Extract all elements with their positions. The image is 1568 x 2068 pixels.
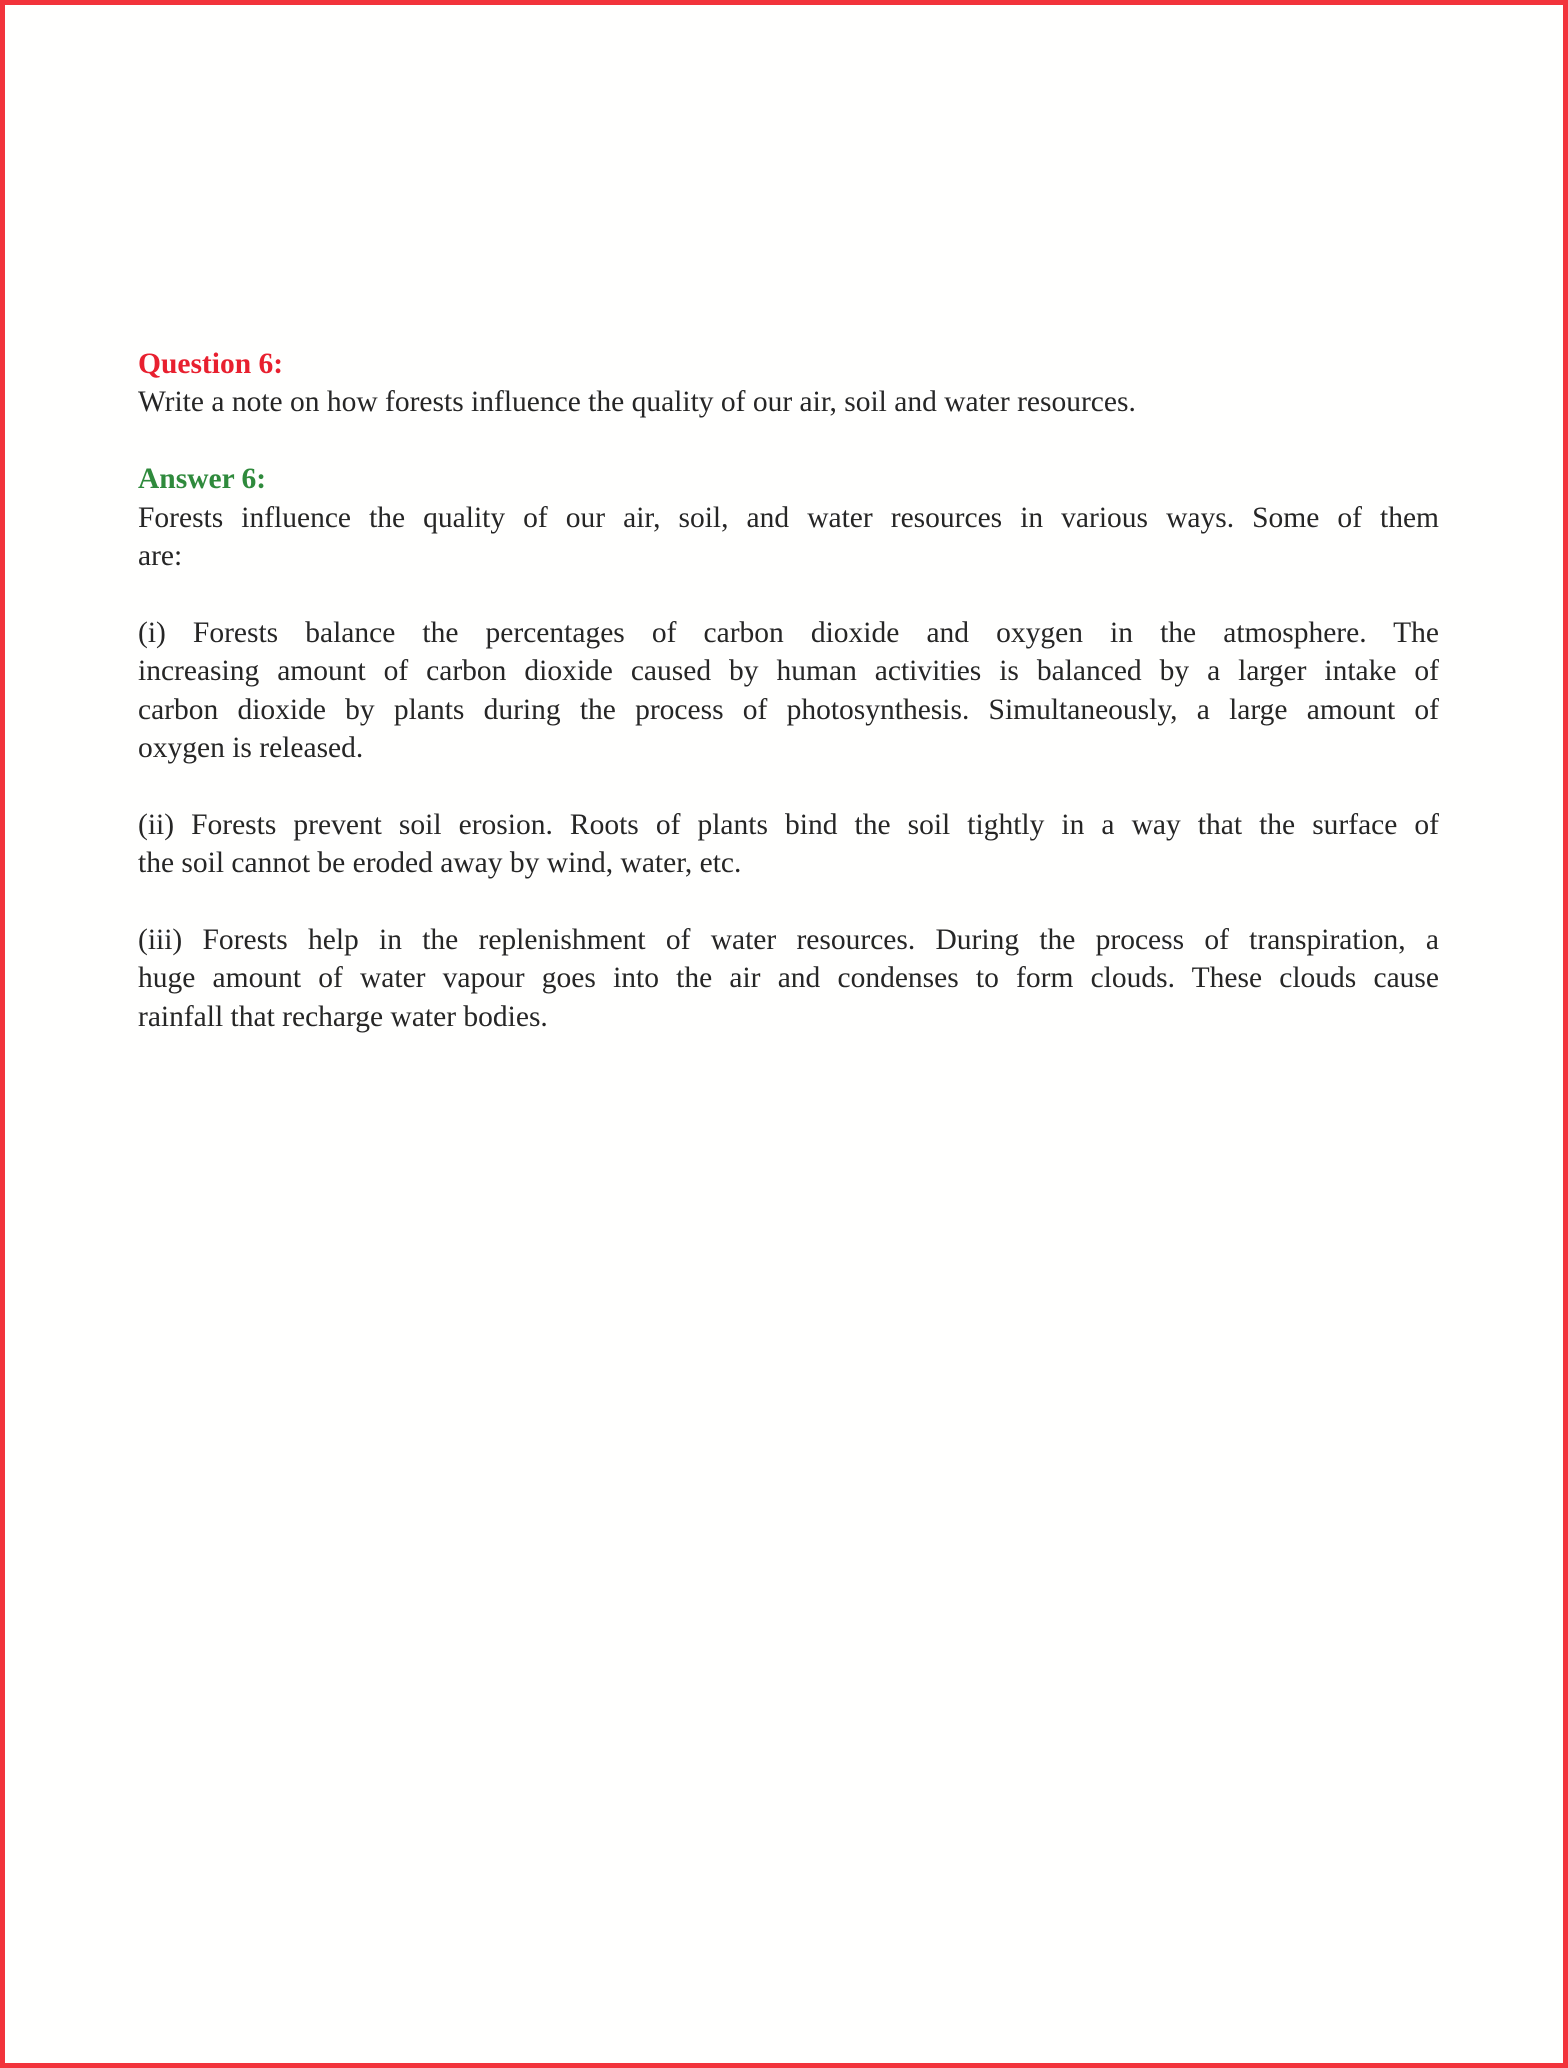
answer-paragraph: [138, 806, 1439, 883]
answer-line: carbon dioxide by plants during the process of photosynthesis. Simultaneously, a large amount of: [138, 693, 1439, 726]
page-content: [138, 345, 1439, 1036]
answer-paragraph: [138, 921, 1439, 1036]
answer-line: (i) Forests balance the percentages of carbon dioxide and oxygen in the atmosphere. The: [138, 616, 1439, 649]
answer-line: Forests influence the quality of our air, soil, and water resources in various ways. Some of them: [138, 501, 1439, 534]
answer-line: the soil cannot be eroded away by wind, water, etc.: [138, 847, 742, 880]
answer-line: increasing amount of carbon dioxide caused by human activities is balanced by a larger intake of: [138, 655, 1439, 688]
question-text: Write a note on how forests influence the quality of our air, soil and water resources.: [138, 386, 1136, 419]
answer-line: rainfall that recharge water bodies.: [138, 1000, 548, 1033]
spacer: [138, 767, 1439, 805]
answer-line: oxygen is released.: [138, 732, 364, 765]
answer-body: [138, 499, 1439, 1037]
spacer: [138, 883, 1439, 921]
spacer: [138, 422, 1439, 460]
answer-line: are:: [138, 540, 183, 573]
answer-paragraph: [138, 499, 1439, 576]
answer-line: (ii) Forests prevent soil erosion. Roots of plants bind the soil tightly in a way that the surface of: [138, 808, 1439, 841]
question-heading: Question 6:: [138, 348, 284, 380]
spacer: [138, 575, 1439, 613]
answer-paragraph: [138, 614, 1439, 768]
answer-heading: Answer 6:: [138, 463, 267, 496]
answer-line: (iii) Forests help in the replenishment of water resources. During the process of transpiration, a: [138, 924, 1439, 957]
answer-line: huge amount of water vapour goes into the air and condenses to form clouds. These clouds cause: [138, 962, 1439, 995]
